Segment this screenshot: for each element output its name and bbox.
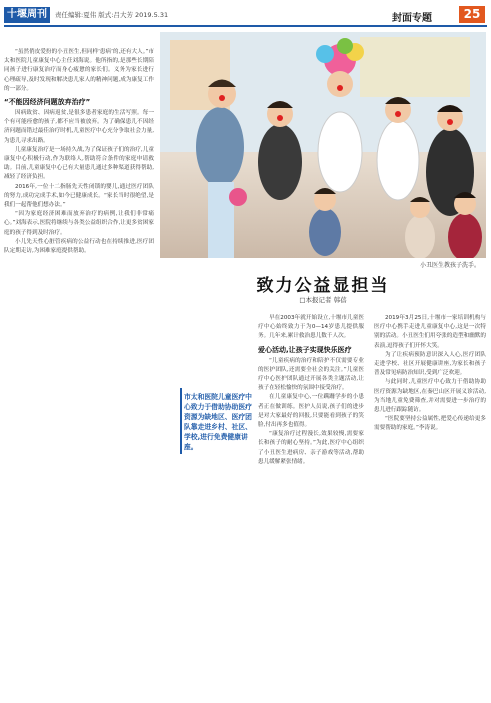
paragraph: “儿童疾病的治疗和陪护不仅需要专业的医护团队,还需要全社会的关注。”儿童医疗中心医护团队通过开展各类主题活动,让孩子在轻松愉快的氛围中接受治疗。 — [258, 357, 364, 392]
text-column-left — [4, 48, 154, 698]
text-column-right — [374, 314, 486, 699]
paragraph: “因为家庭经济困难而放弃治疗的病例,让我们非常痛心。”刘海表示,医院将继续与各类公益组织合作,让更多贫困家庭的孩子得到及时治疗。 — [4, 211, 154, 236]
page-header — [0, 0, 491, 26]
pull-quote: 市太和医院儿童医疗中心致力于借助协助医疗资源为缺地区、医疗团队靠走进乡村、社区、学校,进行免费健康讲座。 — [184, 393, 252, 451]
subheading: 爱心活动,让孩子实现快乐医疗 — [258, 345, 352, 354]
paragraph: 小儿先天性心脏管疾病的公益行动也在持续推进,医疗团队定期走访,为困难家庭提供帮助。 — [4, 238, 154, 255]
article-byline: □本报记者 韩蓓 — [299, 296, 347, 304]
paragraph: “医院要坚持公益属性,把爱心传递给更多需要帮助的家庭。”李涛说。 — [374, 416, 486, 432]
paragraph: “虽然俏皮爱扮的小丑医生,但同样‘患病’的,还有大人。”市太和医院儿童康复中心主任刘海说。他所指的,是那些长期陪同孩子进行康复治疗而身心疲惫的家长们。义务为家长进行心理疏导,及时发现和解决患儿家人的精神问题,成为康复工作的一部分。 — [4, 49, 154, 92]
article-photo — [160, 32, 486, 258]
paragraph: “康复治疗过程漫长,效果较慢,需要家长和孩子的耐心坚持。”为此,医疗中心组织了小丑医生进病房、亲子游戏等活动,帮助患儿缓解紧张情绪。 — [258, 431, 364, 465]
editor-meta: 责任编辑:夏伟 版式:吕大芳 2019.5.31 — [55, 11, 169, 19]
paragraph: 2016年,一位十二指肠先天性闭锁的婴儿,通过医疗团队的努力,成功完成手术,如今已健康成长。“家长当时很绝望,是我们一起帮他们想办法。” — [4, 183, 154, 209]
subheading: “不能因经济问题放弃治疗” — [4, 98, 91, 107]
paragraph: 2019年3月25日,十堰市一家培训机构与医疗中心携手走进儿童康复中心,这是一次特别的活动。小丑医生们用夸张的造型和幽默的表演,逗得孩子们开怀大笑。 — [374, 315, 486, 349]
paragraph: 在儿童康复中心,一位蹒跚学步的小患者正在做训练。医护人员说,孩子们的进步是对大家最好的回报,只要能看到孩子的笑脸,付出再多也值得。 — [258, 394, 364, 429]
header-rule — [4, 25, 487, 27]
page-number: 25 — [459, 6, 485, 23]
pull-quote-rule — [180, 388, 182, 454]
section-title: 封面专题 — [392, 13, 432, 24]
article-title: 致力公益显担当 — [256, 276, 390, 296]
paragraph: 与此同时,儿童医疗中心致力于借助协助医疗资源为缺地区,在秦巴山区开展义诊活动,为当地儿童免费筛查,并对需要进一步治疗的患儿进行跟踪随访。 — [374, 379, 486, 414]
brand-badge: 十堰周刊 — [4, 7, 50, 23]
photo-illustration — [160, 32, 486, 258]
photo-caption: 小丑医生教孩子洗手。 — [420, 262, 481, 269]
text-column-middle — [258, 314, 364, 699]
paragraph: 早在2003年就开始设立,十堰市儿童医疗中心始终致力于为0—14岁患儿提供服务。几年来,累计救治患儿数千人次。 — [258, 315, 364, 340]
paragraph: 为了让疾病预防意识深入人心,医疗团队走进学校、社区开展健康讲座,为家长和孩子普及常见病防治知识,受到广泛欢迎。 — [374, 351, 486, 377]
paragraph: 儿童康复治疗是一场持久战,为了保证孩子们的治疗,儿童康复中心积极行动,作为联络人,帮助符合条件的家庭申请救助。目前,儿童康复中心已有大量患儿通过多种渠道获得帮助,减轻了经济负担。 — [4, 146, 154, 181]
paragraph: 因病致贫、因病返贫,是很多患者家庭的生活写照。每一个有可能痊愈的孩子,都不应当被放弃。为了确保患儿不因经济问题而错过最佳治疗时机,儿童医疗中心充分争取社会力量,为患儿寻求出路。 — [4, 110, 154, 144]
